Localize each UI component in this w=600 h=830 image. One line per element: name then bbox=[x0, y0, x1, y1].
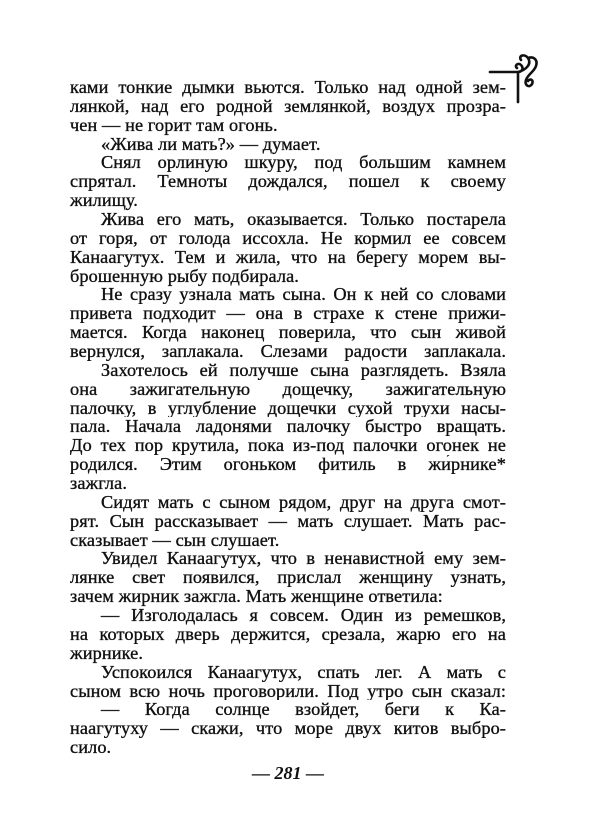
text-line: Захотелось ей получше сына разглядеть. Взяла bbox=[101, 360, 506, 380]
text-line: родился. Этим огоньком фитиль в жи́рнике* bbox=[70, 455, 506, 475]
text-line: зажгла. bbox=[70, 473, 128, 494]
page-number: — 281 — bbox=[252, 763, 324, 783]
text-line: пала. Начала ладонями палочку быстро вращать. bbox=[70, 417, 506, 437]
text-line: — Изголодалась я совсем. Один из ремешков, bbox=[101, 606, 506, 625]
text-line: — Когда солнце взойдет, беги к Ка- bbox=[101, 700, 506, 720]
text-line: жилищу. bbox=[70, 190, 138, 211]
text-line: Успокоился Канаагутух, спать лег. А мать с bbox=[101, 662, 506, 682]
text-line: Не сразу узнала мать сына. Он к ней со словами bbox=[101, 285, 506, 305]
text-line: сыном всю ночь проговорили. Под утро сын сказал: bbox=[70, 681, 506, 701]
body-text bbox=[70, 78, 506, 757]
text-line: ками тонкие дымки вьются. Только над одной зем- bbox=[70, 78, 506, 97]
text-line: от горя, от голода иссохла. Не кормил ее совсем bbox=[70, 228, 506, 248]
text-line: на которых дверь держится, срезала, жарю его на bbox=[70, 624, 506, 644]
text-line: жирнике. bbox=[70, 642, 144, 663]
text-line: Увидел Канаагутух, что в ненавистной ему зем- bbox=[101, 549, 506, 569]
text-line: мается. Когда наконец поверила, что сын живой bbox=[70, 323, 506, 343]
text-line: она зажигательную дощечку, зажигательную bbox=[70, 379, 506, 399]
text-line: привета подходит — она в страхе к стене прижи- bbox=[70, 304, 506, 324]
text-line: сило. bbox=[70, 737, 112, 758]
text-line: лянке свет появился, прислал женщину узнать, bbox=[70, 568, 506, 588]
text-line: наагутуху — скажи, что море двух китов выбро- bbox=[70, 719, 506, 739]
text-line: лянкой, над его родной землянкой, воздух прозра- bbox=[70, 96, 506, 116]
text-line: Канаагутух. Тем и жила, что на берегу морем вы- bbox=[70, 247, 506, 267]
text-line: рят. Сын рассказывает — мать слушает. Мать рас- bbox=[70, 511, 506, 531]
text-line: До тех пор крутила, пока из-под палочки огонек не bbox=[70, 436, 506, 456]
text-line: «Жива ли мать?» — думает. bbox=[101, 133, 321, 154]
text-line: вернулся, заплакала. Слезами радости заплакала. bbox=[70, 342, 506, 361]
text-line: Жива его мать, оказывается. Только постарела bbox=[101, 210, 506, 229]
text-line: Сидят мать с сыном рядом, друг на друга смот- bbox=[101, 492, 506, 512]
text-line: брошенную рыбу подбирала. bbox=[70, 265, 299, 286]
text-line: Снял орлиную шкуру, под большим камнем bbox=[101, 153, 506, 173]
text-line: палочку, в углубление дощечки сухой трухи насы- bbox=[70, 398, 506, 418]
text-line: чен — не горит там огонь. bbox=[70, 114, 278, 135]
text-line: зачем жирник зажгла. Мать женщине ответила: bbox=[70, 586, 443, 607]
text-line: спрятал. Темноты дождался, пошел к своему bbox=[70, 172, 506, 192]
text-line: сказывает — сын слушает. bbox=[70, 529, 280, 550]
